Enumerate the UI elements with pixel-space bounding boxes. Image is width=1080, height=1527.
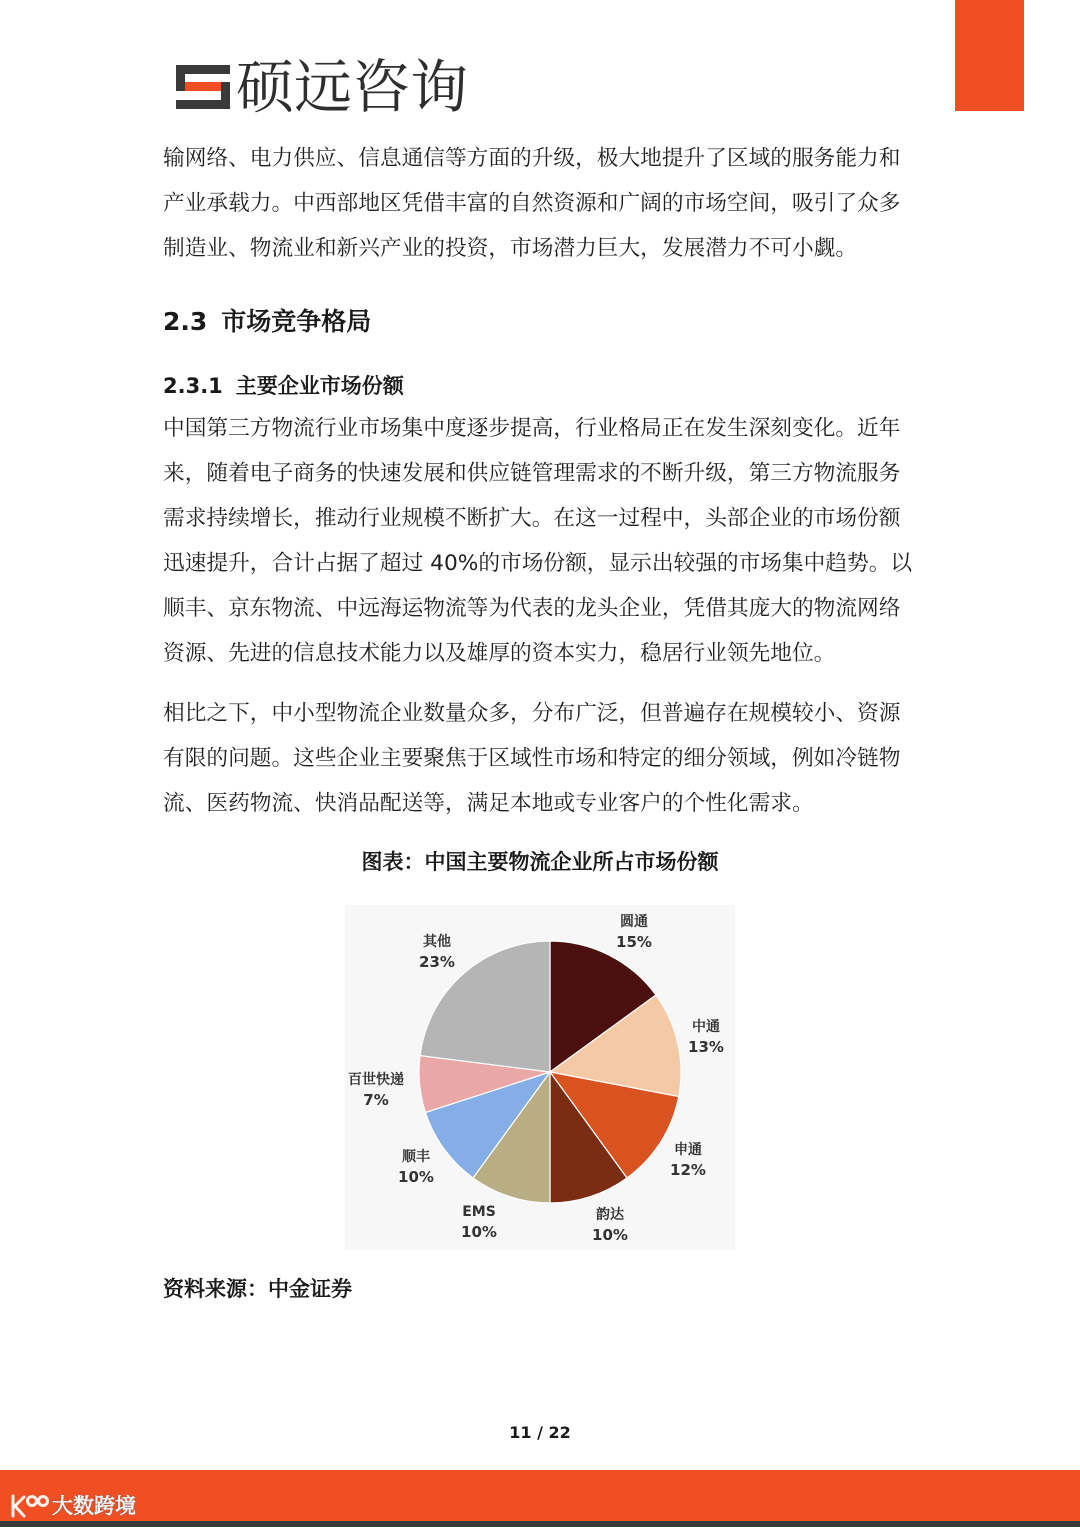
slice-label	[670, 1140, 706, 1180]
section-number: 2.3	[163, 307, 208, 336]
slice-label-name: 中通	[692, 1019, 720, 1035]
slice-label	[616, 912, 652, 952]
slice-label-name: 顺丰	[402, 1149, 430, 1165]
body-text-line: 迅速提升，合计占据了超过 40%的市场份额，显示出较强的市场集中趋势。以	[163, 551, 913, 576]
pie-chart	[345, 905, 735, 1250]
paragraph	[163, 406, 912, 676]
slice-label-name: 韵达	[596, 1207, 624, 1223]
body-text-line: 来，随着电子商务的快速发展和供应链管理需求的不断升级，第三方物流服务	[163, 461, 901, 486]
body-text-line: 产业承载力。中西部地区凭借丰富的自然资源和广阔的市场空间，吸引了众多	[163, 191, 901, 216]
section-heading	[163, 306, 371, 338]
body-text-line: 相比之下，中小型物流企业数量众多，分布广泛，但普遍存在规模较小、资源	[163, 701, 901, 726]
logo-text: 硕远咨询	[236, 53, 469, 121]
footer-strip	[0, 1521, 1080, 1527]
footer-band	[0, 1470, 1080, 1521]
slice-label	[419, 932, 455, 972]
body-text-line: 有限的问题。这些企业主要聚焦于区域性市场和特定的细分领域，例如冷链物	[163, 746, 901, 771]
slice-label-value: 23%	[419, 953, 455, 971]
slice-label-name: 申通	[674, 1142, 702, 1158]
slice-label-name: EMS	[462, 1204, 496, 1220]
body-text-line: 制造业、物流业和新兴产业的投资，市场潜力巨大，发展潜力不可小觑。	[163, 236, 858, 261]
body-text-line: 资源、先进的信息技术能力以及雄厚的资本实力，稳居行业领先地位。	[163, 641, 836, 666]
body-text-line: 需求持续增长，推动行业规模不断扩大。在这一过程中，头部企业的市场份额	[163, 506, 901, 531]
body-text-line: 顺丰、京东物流、中远海运物流等为代表的龙头企业，凭借其庞大的物流网络	[163, 596, 901, 621]
body-text-line: 输网络、电力供应、信息通信等方面的升级，极大地提升了区域的服务能力和	[163, 146, 901, 171]
watermark-text: 大数跨境	[52, 1494, 136, 1518]
slice-label	[348, 1070, 404, 1110]
subsection-heading	[163, 372, 404, 400]
paragraph	[163, 691, 900, 826]
watermark-logo-icon	[8, 1492, 50, 1520]
section-title: 市场竞争格局	[221, 307, 372, 336]
source-note: 资料来源：中金证券	[163, 1277, 352, 1301]
corner-accent-block	[955, 0, 1024, 111]
slice-label-value: 7%	[363, 1091, 389, 1109]
slice-label	[592, 1205, 628, 1245]
body-text-line: 中国第三方物流行业市场集中度逐步提高，行业格局正在发生深刻变化。近年	[163, 416, 901, 441]
page-number: 11 / 22	[509, 1423, 571, 1442]
slice-label-value: 15%	[616, 933, 652, 951]
chart-title: 图表：中国主要物流企业所占市场份额	[361, 850, 719, 874]
slice-label	[461, 1202, 497, 1242]
slice-label-name: 百世快递	[348, 1072, 404, 1088]
slice-label-value: 10%	[398, 1168, 434, 1186]
slice-label-name: 圆通	[620, 914, 648, 930]
intro-paragraph	[163, 136, 900, 271]
slice-label-value: 10%	[592, 1226, 628, 1244]
slice-label-value: 10%	[461, 1223, 497, 1241]
logo-icon	[176, 65, 230, 109]
subsection-title: 主要企业市场份额	[235, 374, 404, 398]
slice-label-value: 13%	[688, 1038, 724, 1056]
slice-label	[688, 1017, 724, 1057]
slice-label	[398, 1147, 434, 1187]
slice-label-value: 12%	[670, 1161, 706, 1179]
slice-label-name: 其他	[423, 934, 451, 950]
subsection-number: 2.3.1	[163, 374, 223, 398]
body-text-line: 流、医药物流、快消品配送等，满足本地或专业客户的个性化需求。	[163, 791, 814, 816]
